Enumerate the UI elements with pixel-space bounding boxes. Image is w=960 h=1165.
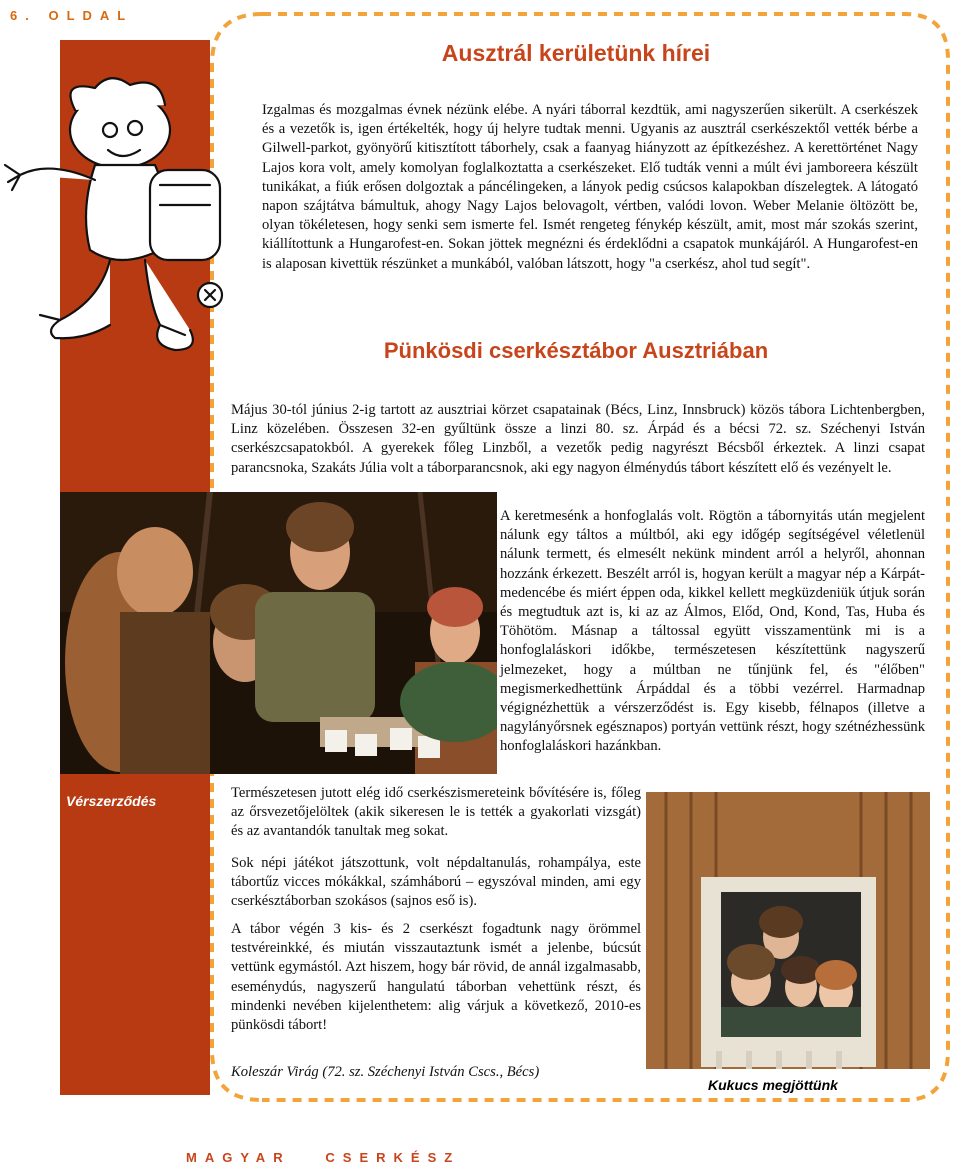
photo-caption-blood-oath: Vérszerződés xyxy=(66,793,157,809)
camp-ending-paragraph: A tábor végén 3 kis- és 2 cserkészt fogadtunk nagy örömmel testvéreinkké, és miután visszautaztunk ismét a jelenbe, búcsút vettünk egymástól. Azt hiszem, hogy bár rövid, de annál izgalmasabb, eseménydús, nagyszerű hangulatú táborban vehettünk részt, és mindenki nevében kijelenthetem: alig várjuk a következő, 2010-es pünkösdi tábort! xyxy=(231,921,641,1034)
author-signature: Koleszár Virág (72. sz. Széchenyi István Cscs., Bécs) xyxy=(231,1064,540,1080)
games-paragraph: Sok népi játékot játszottunk, volt népdaltanulás, rohampálya, este tábortűz vicces mókákkal, számháború – egyszóval minden, ami egy cserkésztáborban szokásos (sajnos eső is). xyxy=(231,855,641,910)
page-number: 6. OLDAL xyxy=(10,8,134,23)
scout-mascot-illustration xyxy=(0,70,245,370)
scout-knowledge-paragraph: Természetesen jutott elég idő cserkészismereteink bővítésére is, főleg az őrsvezetőjelöltek (akik sikeresen le is tették a gyakorlati vizsgát) és az avantandók tanultak meg sokat. xyxy=(231,785,641,840)
article-body-australia: Izgalmas és mozgalmas évnek nézünk elébe. A nyári táborral kezdtük, ami nagyszerűen sikerült. A cserkészek és a vezetők is, igen értékelték, hogy új helyre tudtak menni. Ugyanis az ausztrál cserkészektől vették bérbe a Gilwell-parkot, gyönyörű kitisztított táborhely, csak a faanyag hiányzott az építkezéshez. A kerettörténet Nagy Lajos kora volt, amely komolyan foglalkoztatta a cserkészeket. Elő tudták venni a múlt évi jamboreera készült tunikákat, a fiúk erősen dolgoztak a páncélingeken, a lányok pedig csúcsos kalapokban díszelegtek. A látogató napon szájtátva bámultuk, ahogy Nagy Lajos belovagolt, vértben, valódi lovon. Weber Melanie öltözött be, olyan tökéletesen, hogy senki sem ismerte fel. Ismét rengeteg fénykép készült, amit, most már szokás szerint, kiállítottunk a Hungarofest-en. Sokan jöttek megnézni és érdeklődni a csapatok munkájáról. A Hungarofest-en is alaposan kivettük részünket a munkából, valóban látszott, hogy "a cserkész, ahol tud segít". xyxy=(262,102,918,272)
article-title-pentecost-camp: Pünkösdi cserkésztábor Ausztriában xyxy=(383,338,769,363)
photo-caption-peek: Kukucs megjöttünk xyxy=(708,1077,838,1093)
magazine-name: MAGYAR CSERKÉSZ xyxy=(186,1150,461,1165)
camp-intro-paragraph: Május 30-tól június 2-ig tartott az ausztriai körzet csapatainak (Bécs, Linz, Innsbruck) közös tábora Lichtenbergben, Linz közelében. Összesen 32-en gyűltünk össze a linzi 80. sz. Árpád és a bécsi 72. sz. Széchenyi István cserkészcsapatokból. A gyerekek főleg Linzből, a vezetők pedig nagyrészt Bécsből érkeztek. A linzi csapat parancsnoka, Szakáts Júlia volt a táborparancsnok, aki egy nagyon élménydús tábort készített elő és vezényelt le. xyxy=(231,402,925,476)
peek-window-photo xyxy=(646,792,930,1069)
article-title-australia: Ausztrál kerületünk hírei xyxy=(441,40,711,66)
blood-oath-photo xyxy=(60,492,497,774)
frame-story-paragraph: A keretmesénk a honfoglalás volt. Rögtön a tábornyitás után megjelent nálunk egy táltos a múltból, aki egy időgép segítségével véletlenül nálunk termett, és elmesélt nekünk mindent arról a helyről, ahonnan hozzánk érkezett. Beszélt arról is, hogyan került a magyar nép a Kárpát-medencébe és miért éppen oda, kikkel kellett megküzdeniük útjuk során és megtudtuk azt is, ki az az Álmos, Előd, Ond, Kond, Tas, Huba és Töhötöm. Másnap a táltossal együtt visszamentünk mi is a honfoglaláskori időkbe, természetesen készítettünk nagyszerű jelmezeket, hogy a múltban ne tűnjünk fel, és "élőben" megismerkedhettünk Árpáddal és a többi vezérrel. Harmadnap végignézhettük a vérszerződést is. Egy kisebb, félnapos (illetve a nagylányőrsnek egésznapos) portyán vettünk részt, hogy szétnézhessünk honfoglaláskori hazánkban. xyxy=(500,508,925,755)
